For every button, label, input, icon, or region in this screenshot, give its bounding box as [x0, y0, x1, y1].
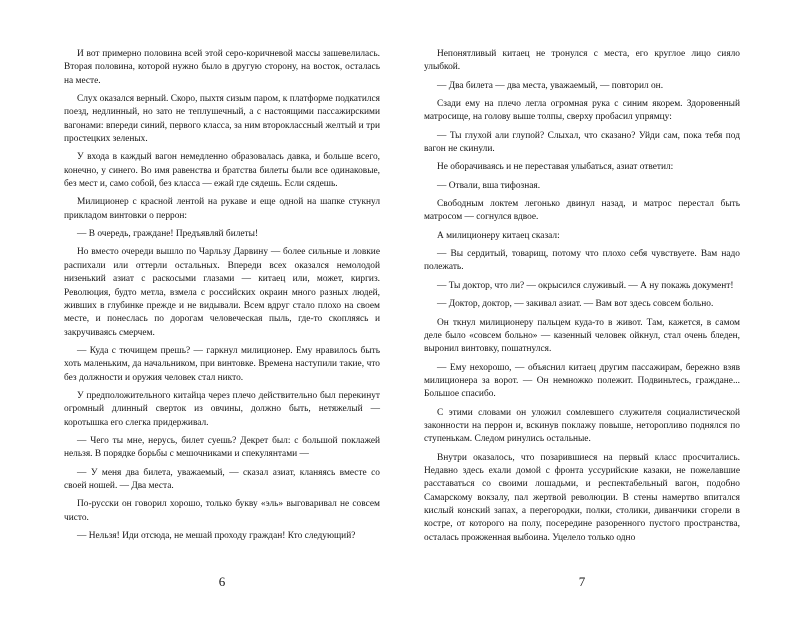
paragraph: — Чего ты мне, нерусь, билет суешь? Декрет был: с большой поклажей нельзя. В порядке борьбы с мешочниками и спекулянтами — — [64, 435, 380, 460]
paragraph: — Доктор, доктор, — закивал азиат. — Вам вот здесь совсем больно. — [437, 299, 714, 310]
paragraph: Милиционер с красной лентой на рукаве и еще одной на шапке стукнул прикладом винтовки о перрон: — [64, 197, 380, 221]
right-page — [424, 48, 740, 550]
paragraph: По-русски он говорил хорошо, только букву «эль» выговаривал не совсем чисто. — [64, 499, 380, 523]
paragraph: Внутри оказалось, что позарившиеся на первый класс просчитались. Недавно здесь ехали домой с фронта уссурийские казаки, не пожелавшие расставаться со своими лошадьми, и респектабельный вагон, подобно Самарскому вокзалу, пал жертвой революции. В стены намертво впитался кислый конский запах, а перегородки, полки, столики, диванчики сгорели в костре, от которого на полу, посередине разоренного пустого пространства, осталась прожженная выбоина. Уцелело только одно — [424, 452, 740, 543]
paragraph: — У меня два билета, уважаемый, — сказал азиат, кланяясь вместе со своей ношей. — Два места. — [64, 467, 380, 491]
paragraph: — Ты доктор, что ли? — окрысился служивый. — А ну покажь документ! — [437, 280, 734, 291]
paragraph: Но вместо очереди вышло по Чарльзу Дарвину — более сильные и ловкие распихали или оттерли остальных. Впереди всех оказался немолодой низенький азиат с раскосыми глазами — китаец или, может, киргиз. Революция, будто метла, взмела с российских окраин много разных людей, живших в глубинке прежде и не видывали. Всем вдруг стало плохо на своем месте, и понеслась по дорогам человеческая пыль, где-то скопляясь и закручиваясь смерчем. — [64, 247, 380, 338]
paragraph: — Отвали, вша тифозная. — [437, 180, 541, 191]
paragraph: — В очередь, граждане! Предъявляй билеты! — [77, 229, 259, 240]
paragraph: — Куда с тючищем прешь? — гаркнул милиционер. Ему нравилось быть хоть маленьким, да начальником, при винтовке. Времена наступили такие, что без должности и оружия человек стал никто. — [64, 345, 380, 383]
paragraph: — Ты глухой али глупой? Слыхал, что сказано? Уйди сам, пока тебя под вагон не скинули. — [424, 130, 740, 155]
paragraph: Свободным локтем легонько двинул назад, и матрос перестал быть матросом — согнулся вдвое. — [424, 199, 740, 223]
paragraph: — Нельзя! Иди отсюда, не мешай проходу граждан! Кто следующий? — [77, 531, 356, 541]
paragraph: У предположительного китайца через плечо действительно был перекинут огромный длинный сверток из овчины, должно быть, нетяжелый — коротышка его слегка придерживал. — [64, 390, 380, 428]
paragraph: И вот примерно половина всей этой серо-коричневой массы зашевелилась. Вторая половина, которой нужно было в другую сторону, на восток, осталась на месте. — [64, 49, 380, 86]
paragraph: Слух оказался верный. Скоро, пыхтя сизым паром, к платформе подкатился поезд, недлинный, но зато не теплушечный, а с настоящими пассажирскими вагонами: впереди синий, первого класса, за ним второклассный желтый и три простецких зеленых. — [64, 94, 380, 145]
page-number-right: 7 — [578, 574, 586, 589]
paragraph: У входа в каждый вагон немедленно образовалась давка, и больше всего, конечно, у синего. Во имя равенства и братства билеты были все одинаковые, без мест и, само собой, без класса — ежай где сядешь. Если сядешь. — [64, 152, 380, 190]
paragraph: — Два билета — два места, уважаемый, — повторил он. — [437, 80, 664, 91]
paragraph: Непонятливый китаец не тронулся с места, его круглое лицо сияло улыбкой. — [424, 49, 740, 73]
paragraph: — Вы сердитый, товарищ, потому что плохо себя чувствуете. Вам надо полежать. — [424, 249, 740, 273]
paragraph: С этими словами он уложил сомлевшего служителя социалистической законности на перрон и, вскинув поклажу повыше, неторопливо поднялся по ступенькам. Следом ринулись остальные. — [424, 407, 740, 445]
paragraph: Он ткнул милиционеру пальцем куда-то в живот. Там, кажется, в самом деле было «совсем больно» — казенный человек ойкнул, стал очень бледен, выронил винтовку, пошатнулся. — [424, 317, 740, 355]
left-page — [64, 48, 380, 548]
paragraph: А милиционеру китаец сказал: — [437, 230, 560, 241]
paragraph: Сзади ему на плечо легла огромная рука с синим якорем. Здоровенный матросище, на голову выше толпы, сверху пробасил упрямцу: — [424, 99, 740, 123]
page-number-left: 6 — [218, 574, 226, 589]
paragraph: Не оборачиваясь и не переставая улыбаться, азиат ответил: — [437, 162, 674, 173]
paragraph: — Ему нехорошо, — объяснил китаец другим пассажирам, бережно взяв милиционера за ворот. — Он немножко полежит. Подвиньтесь, граждане... Большое спасибо. — [424, 362, 740, 400]
